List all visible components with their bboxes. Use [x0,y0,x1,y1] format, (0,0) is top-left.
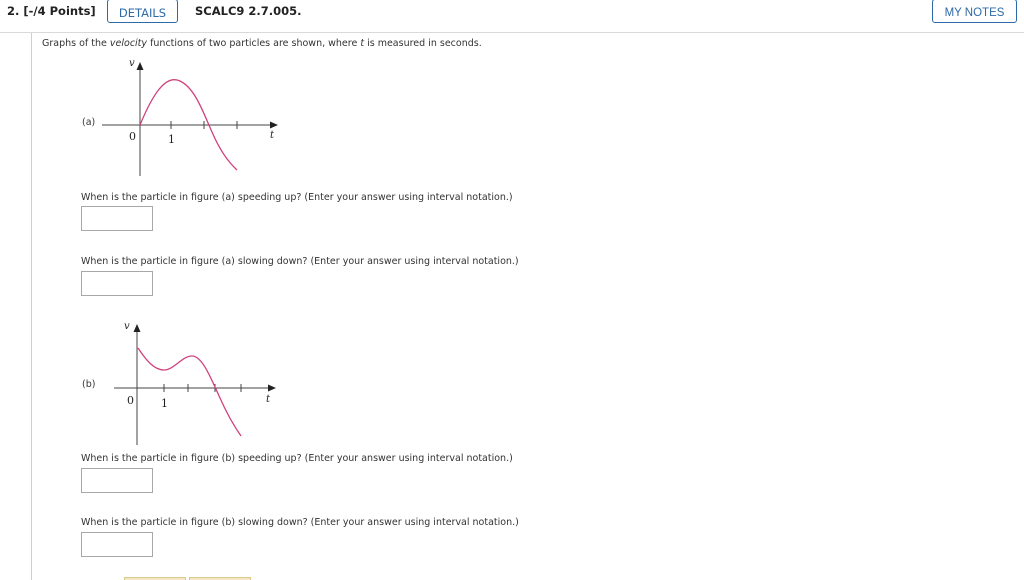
answer-b-speeding-up-input[interactable] [81,468,153,493]
figure-b-tick-label: 1 [161,397,168,410]
figure-b-y-arrow [134,324,141,332]
figure-a-y-label: v [129,58,135,69]
intro-variable: t [360,38,365,49]
question-b-speeding-up: When is the particle in figure (b) speeding up? (Enter your answer using interval notation.) [81,453,513,464]
figure-b-origin-label: 0 [127,394,134,407]
figure-a-x-label: t [270,130,275,141]
figure-b-y-label: v [124,321,130,332]
figure-b-x-label: t [266,394,271,405]
answer-a-slowing-down-input[interactable] [81,271,153,296]
content-left-border [31,33,32,580]
question-a-speeding-up: When is the particle in figure (a) speeding up? (Enter your answer using interval notation.) [81,192,513,203]
details-button[interactable]: DETAILS [107,0,178,23]
figure-a-tick-label: 1 [168,133,175,146]
question-points: 2. [-/4 Points] [7,4,96,18]
question-a-slowing-down: When is the particle in figure (a) slowing down? (Enter your answer using interval notation.) [81,256,519,267]
intro-emphasis: velocity [109,38,148,49]
figure-a-label: (a) [82,117,96,128]
figure-a-x-arrow [270,122,278,129]
figure-a-origin-label: 0 [129,130,136,143]
figure-b-graph [100,318,290,446]
answer-a-speeding-up-input[interactable] [81,206,153,231]
figure-a-graph [100,56,290,180]
figure-b-label: (b) [82,379,96,390]
answer-b-slowing-down-input[interactable] [81,532,153,557]
question-header [0,0,1024,33]
figure-b-x-arrow [268,385,276,392]
my-notes-button[interactable]: MY NOTES [932,0,1017,23]
figure-a-y-arrow [137,62,144,70]
problem-intro: Graphs of the velocity functions of two particles are shown, where t is measured in seconds. [42,38,482,49]
problem-id: SCALC9 2.7.005. [195,4,302,18]
figure-b-velocity-curve [138,348,241,436]
question-b-slowing-down: When is the particle in figure (b) slowing down? (Enter your answer using interval notation.) [81,517,519,528]
